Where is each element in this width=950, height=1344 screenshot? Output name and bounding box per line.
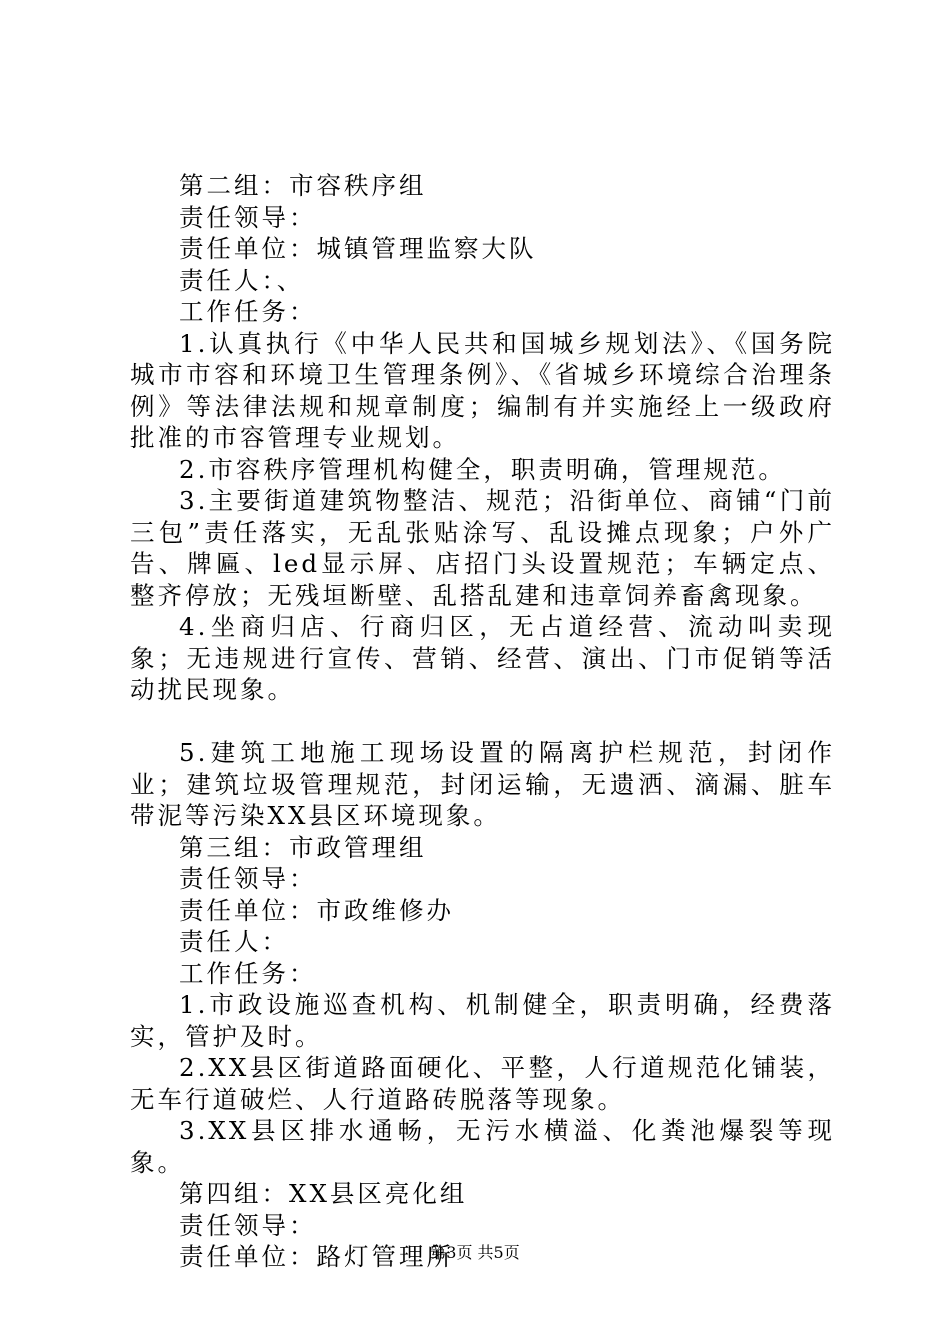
task-item-1: 1.认真执行《中华人民共和国城乡规划法》、《国务院城市市容和环境卫生管理条例》、《省城乡环境综合治理条例》等法律法规和规章制度；编制有并实施经上一级政府批准的市容管理专业规划。 (130, 328, 835, 452)
section-heading-group-2: 第二组：市容秩序组 (179, 171, 427, 200)
task-item-1: 1.市政设施巡查机构、机制健全，职责明确，经费落实，管护及时。 (130, 990, 835, 1051)
task-item-5: 5.建筑工地施工现场设置的隔离护栏规范，封闭作业；建筑垃圾管理规范，封闭运输，无遗洒、滴漏、脏车带泥等污染XX县区环境现象。 (130, 738, 835, 830)
responsible-leader-line: 责任领导： (179, 202, 317, 232)
task-item-3: 3.主要街道建筑物整洁、规范；沿街单位、商铺“门前三包”责任落实，无乱张贴涂写、乱设摊点现象；户外广告、牌匾、led显示屏、店招门头设置规范；车辆定点、整齐停放；无残垣断壁、乱搭乱建和违章饲养畜禽现象。 (130, 486, 835, 610)
task-item-2: 2.市容秩序管理机构健全，职责明确，管理规范。 (179, 454, 786, 484)
section-heading-group-4: 第四组：XX县区亮化组 (179, 1179, 468, 1208)
task-item-2: 2.XX县区街道路面硬化、平整，人行道规范化铺装，无车行道破烂、人行道路砖脱落等现象。 (130, 1053, 835, 1114)
responsible-unit-line: 责任单位：城镇管理监察大队 (179, 234, 537, 263)
responsible-person-line: 责任人： (179, 927, 289, 956)
task-item-3: 3.XX县区排水通畅，无污水横溢、化粪池爆裂等现象。 (130, 1116, 835, 1177)
responsible-unit-line: 责任单位：市政维修办 (179, 895, 454, 925)
responsible-person-line: 责任人：、 (179, 265, 305, 295)
responsible-unit-line: 责任单位：路灯管理所 (179, 1242, 454, 1271)
work-tasks-heading: 工作任务： (179, 297, 317, 326)
document-body (130, 170, 835, 1273)
task-item-4: 4.坐商归店、行商归区，无占道经营、流动叫卖现象；无违规进行宣传、营销、经营、演出、门市促销等活动扰民现象。 (130, 612, 835, 704)
page-number-footer: 第3页 共5页 (430, 1243, 520, 1262)
responsible-leader-line: 责任领导： (179, 1210, 317, 1240)
work-tasks-heading: 工作任务： (179, 958, 317, 988)
section-heading-group-3: 第三组：市政管理组 (179, 832, 427, 862)
responsible-leader-line: 责任领导： (179, 864, 317, 893)
